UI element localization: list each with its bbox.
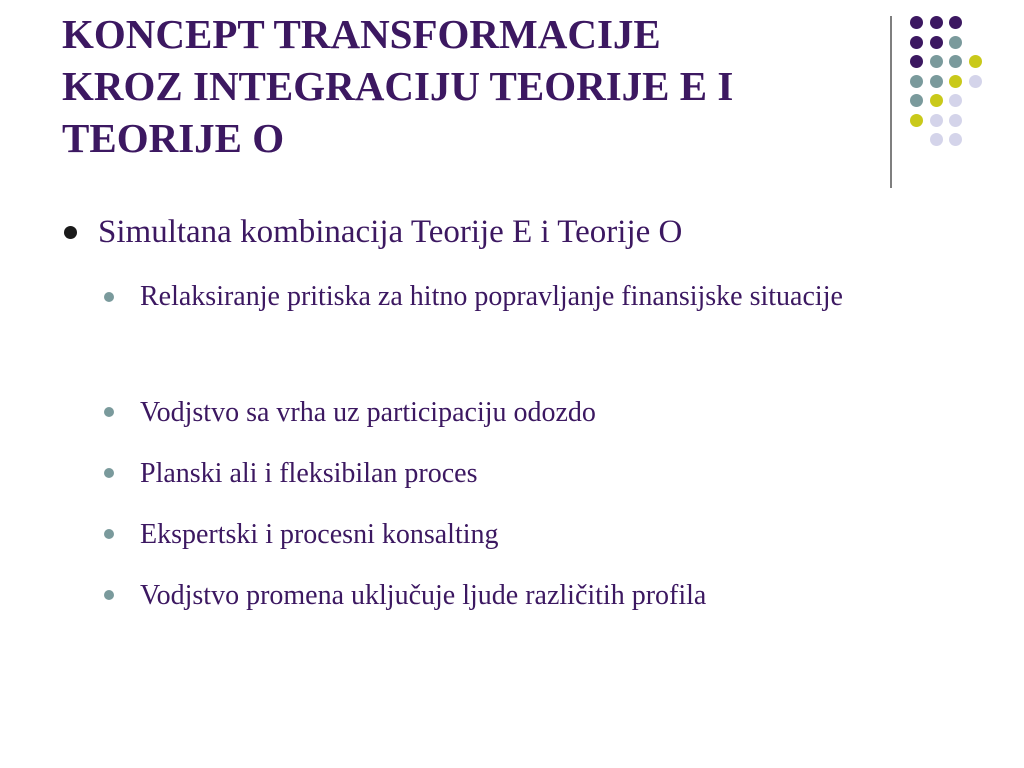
decorative-dot-grid <box>0 0 1024 200</box>
decorative-dot <box>949 133 962 146</box>
title-line-2: KROZ INTEGRACIJU TEORIJE E I <box>62 63 734 109</box>
decorative-dot <box>930 114 943 127</box>
sub-bullet-dot-icon <box>104 590 114 600</box>
decorative-dot <box>930 94 943 107</box>
decorative-dot <box>910 55 923 68</box>
decorative-dot <box>949 75 962 88</box>
decorative-dot <box>910 114 923 127</box>
decorative-dot <box>949 94 962 107</box>
sub-bullet-1: Relaksiranje pritiska za hitno popravljanje finansijske situacije <box>140 281 843 312</box>
sub-bullet-dot-icon <box>104 407 114 417</box>
decorative-dot <box>949 16 962 29</box>
decorative-dot <box>910 16 923 29</box>
decorative-dot <box>969 75 982 88</box>
decorative-dot <box>949 114 962 127</box>
decorative-dot <box>910 94 923 107</box>
title-line-3: TEORIJE O <box>62 115 285 161</box>
decorative-dot <box>949 55 962 68</box>
sub-bullet-dot-icon <box>104 529 114 539</box>
sub-bullet-5: Vodjstvo promena uključuje ljude različitih profila <box>140 580 707 611</box>
decorative-dot <box>910 75 923 88</box>
decorative-dot <box>930 55 943 68</box>
sub-bullet-4: Ekspertski i procesni konsalting <box>140 519 499 550</box>
decorative-dot <box>949 36 962 49</box>
decorative-dot <box>930 16 943 29</box>
main-bullet-text: Simultana kombinacija Teorije E i Teorije O <box>98 214 683 250</box>
sub-bullet-2: Vodjstvo sa vrha uz participaciju odozdo <box>140 397 596 428</box>
bullet-dot-icon <box>64 226 77 239</box>
decorative-dot <box>930 36 943 49</box>
sub-bullet-dot-icon <box>104 292 114 302</box>
title-line-1: KONCEPT TRANSFORMACIJE <box>62 11 661 57</box>
sub-bullet-dot-icon <box>104 468 114 478</box>
decorative-dot <box>910 36 923 49</box>
decorative-dot <box>930 75 943 88</box>
decorative-dot <box>969 55 982 68</box>
decorative-dot <box>930 133 943 146</box>
sub-bullet-3: Planski ali i fleksibilan proces <box>140 458 478 489</box>
